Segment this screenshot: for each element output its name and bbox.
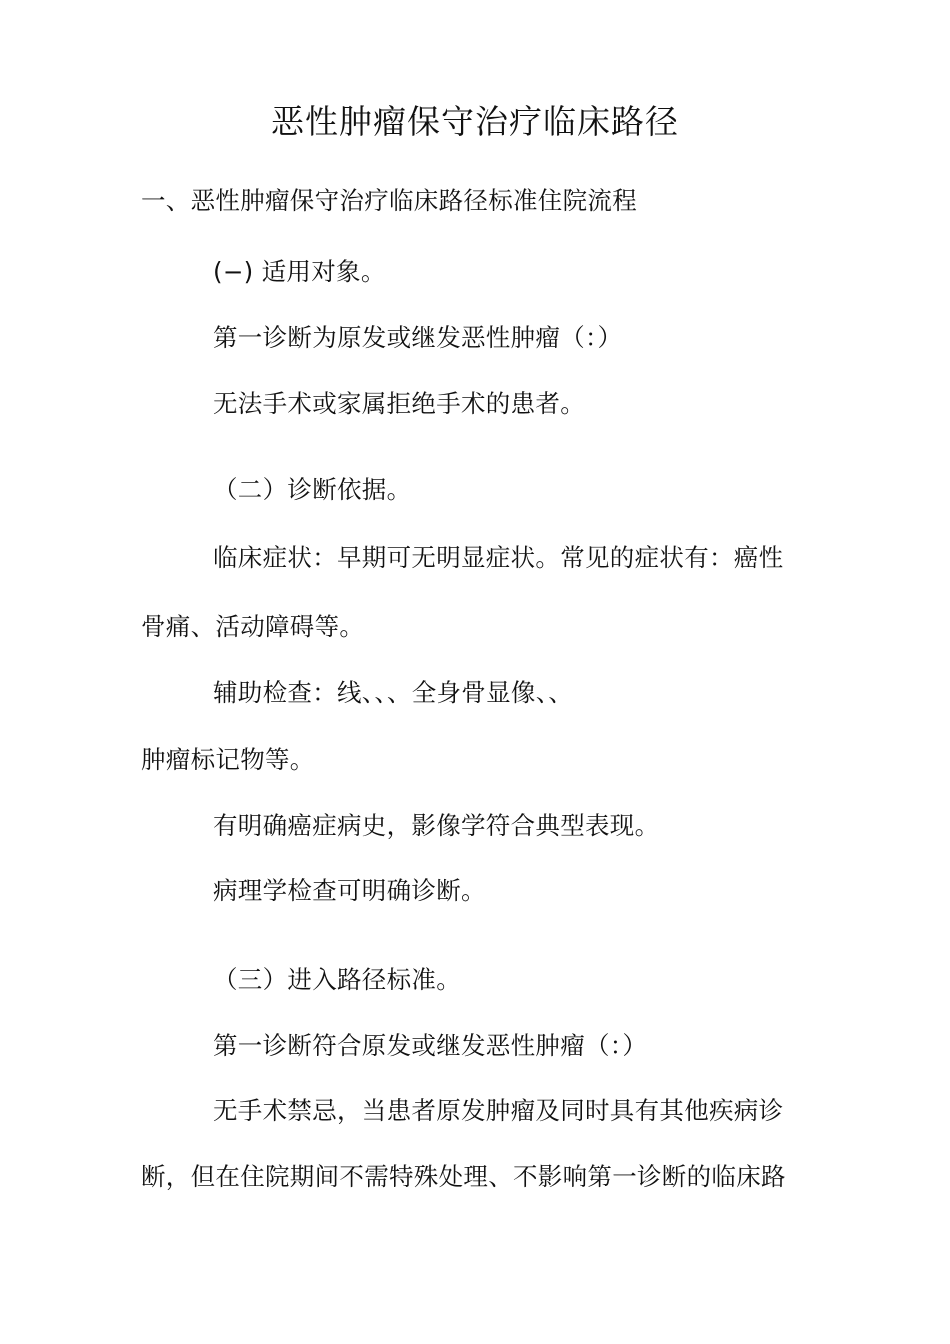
paragraph-line: 断，但在住院期间不需特殊处理、不影响第一诊断的临床路	[141, 1162, 786, 1191]
paragraph-line: 病理学检查可明确诊断。	[213, 876, 486, 905]
section-heading: 一、恶性肿瘤保守治疗临床路径标准住院流程	[141, 186, 637, 215]
paragraph-line: 肿瘤标记物等。	[141, 745, 315, 774]
subsection-heading: （二）诊断依据。	[213, 475, 412, 504]
paragraph-line: 无法手术或家属拒绝手术的患者。	[213, 389, 585, 418]
paragraph-line: 第一诊断为原发或继发恶性肿瘤（：）	[213, 323, 623, 352]
paragraph-line: 骨痛、活动障碍等。	[141, 612, 365, 641]
paragraph-line: 无手术禁忌，当患者原发肿瘤及同时具有其他疾病诊	[213, 1096, 784, 1125]
paragraph-line: 临床症状：早期可无明显症状。常见的症状有：癌性	[213, 543, 784, 572]
paragraph-line: 有明确癌症病史，影像学符合典型表现。	[213, 811, 660, 840]
subsection-heading: (−) 适用对象。	[213, 257, 386, 286]
paragraph-line: 辅助检查：线、、、全身骨显像、、	[213, 678, 574, 707]
document-title: 恶性肿瘤保守治疗临床路径	[271, 102, 679, 141]
subsection-heading: （三）进入路径标准。	[213, 965, 461, 994]
paragraph-line: 第一诊断符合原发或继发恶性肿瘤（：）	[213, 1031, 648, 1060]
